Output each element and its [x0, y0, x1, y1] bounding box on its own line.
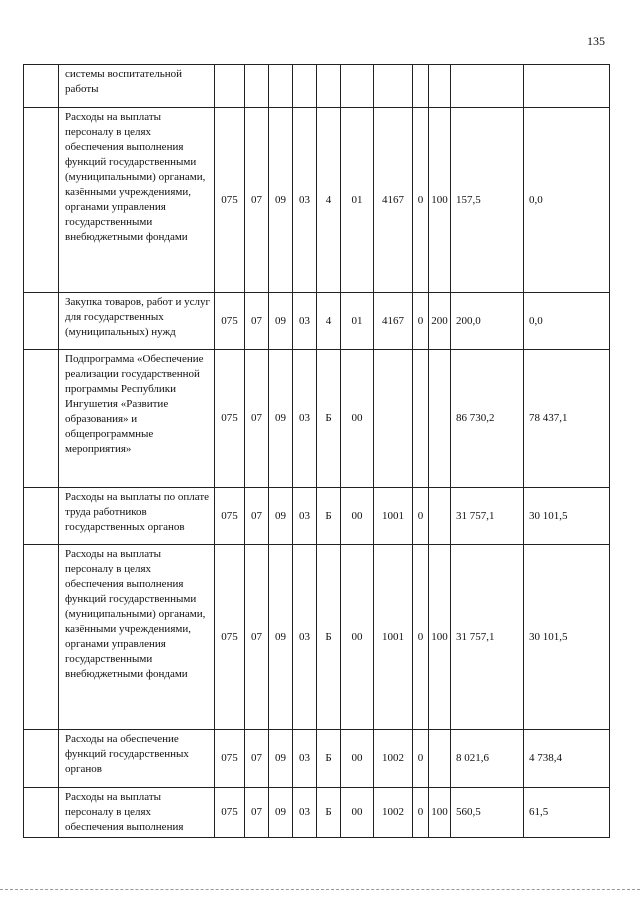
- event-cell: 00: [341, 545, 374, 730]
- section-cell: 07: [245, 108, 269, 293]
- direction-cell: 1001: [374, 488, 413, 545]
- item-name-cell: [59, 350, 215, 488]
- amount-executed-cell: 61,5: [524, 788, 610, 838]
- item-name-cell: [59, 730, 215, 788]
- amount-approved-cell: 86 730,2: [451, 350, 524, 488]
- expense-type-cell: [429, 730, 451, 788]
- subsection-cell: 09: [269, 788, 293, 838]
- subprogram-cell: Б: [317, 545, 341, 730]
- table-row: [24, 108, 610, 293]
- code-cell: [215, 65, 245, 108]
- direction-cell: [374, 350, 413, 488]
- row-number-cell: [24, 350, 59, 488]
- item-name-cell: [59, 108, 215, 293]
- code-cell: 075: [215, 293, 245, 350]
- row-number-cell: [24, 293, 59, 350]
- item-name: Расходы на выплаты персоналу в целях обеспечения выполнения: [65, 791, 184, 833]
- amount-approved-cell: [451, 65, 524, 108]
- section-cell: 07: [245, 545, 269, 730]
- direction-cell: 4167: [374, 108, 413, 293]
- code-cell: 075: [215, 545, 245, 730]
- expense-type-cell: 100: [429, 108, 451, 293]
- event-cell: 00: [341, 488, 374, 545]
- code-cell: 075: [215, 108, 245, 293]
- expense-type-cell: 200: [429, 293, 451, 350]
- section-cell: 07: [245, 730, 269, 788]
- direction-cell: [374, 65, 413, 108]
- item-name-cell: [59, 65, 215, 108]
- item-name: Подпрограмма «Обеспечение реализации государственной программы Республики Ингушетия «Развитие образования» и общепрограммные мероприятия»: [65, 353, 204, 455]
- amount-approved-cell: 200,0: [451, 293, 524, 350]
- section-cell: 07: [245, 293, 269, 350]
- code-cell: 075: [215, 350, 245, 488]
- expense-type-cell: 100: [429, 788, 451, 838]
- item-name-cell: [59, 488, 215, 545]
- expense-type-cell: 100: [429, 545, 451, 730]
- row-number-cell: [24, 488, 59, 545]
- amount-approved-cell: 157,5: [451, 108, 524, 293]
- row-number-cell: [24, 108, 59, 293]
- program-cell: 03: [293, 488, 317, 545]
- sub-direction-cell: 0: [413, 488, 429, 545]
- amount-executed-cell: 4 738,4: [524, 730, 610, 788]
- amount-approved-cell: 8 021,6: [451, 730, 524, 788]
- item-name-cell: [59, 293, 215, 350]
- table-row: [24, 545, 610, 730]
- amount-approved-cell: 31 757,1: [451, 488, 524, 545]
- item-name: Расходы на обеспечение функций государственных органов: [65, 733, 189, 775]
- subprogram-cell: 4: [317, 108, 341, 293]
- sub-direction-cell: [413, 65, 429, 108]
- sub-direction-cell: [413, 350, 429, 488]
- amount-executed-cell: 30 101,5: [524, 545, 610, 730]
- amount-executed-cell: 30 101,5: [524, 488, 610, 545]
- code-cell: 075: [215, 730, 245, 788]
- section-cell: 07: [245, 350, 269, 488]
- subsection-cell: 09: [269, 293, 293, 350]
- subsection-cell: 09: [269, 545, 293, 730]
- subsection-cell: 09: [269, 350, 293, 488]
- amount-executed-cell: [524, 65, 610, 108]
- code-cell: 075: [215, 488, 245, 545]
- row-number-cell: [24, 788, 59, 838]
- item-name: Расходы на выплаты персоналу в целях обеспечения выполнения функций государственными (муниципальными) органами, казёнными учреждениями, органами управления государственными внебюджетными фондами: [65, 548, 206, 680]
- item-name-cell: [59, 545, 215, 730]
- subprogram-cell: 4: [317, 293, 341, 350]
- subprogram-cell: Б: [317, 788, 341, 838]
- sub-direction-cell: 0: [413, 545, 429, 730]
- program-cell: [293, 65, 317, 108]
- sub-direction-cell: 0: [413, 108, 429, 293]
- direction-cell: 1001: [374, 545, 413, 730]
- event-cell: 01: [341, 293, 374, 350]
- subsection-cell: 09: [269, 488, 293, 545]
- subsection-cell: 09: [269, 108, 293, 293]
- row-number-cell: [24, 730, 59, 788]
- program-cell: 03: [293, 730, 317, 788]
- section-cell: [245, 65, 269, 108]
- subprogram-cell: Б: [317, 730, 341, 788]
- item-name: Расходы на выплаты персоналу в целях обеспечения выполнения функций государственными (муниципальными) органами, казёнными учреждениями, органами управления государственными внебюджетными фондами: [65, 111, 206, 243]
- budget-table: [23, 64, 610, 838]
- item-name: системы воспитательной работы: [65, 68, 182, 95]
- item-name: Расходы на выплаты по оплате труда работников государственных органов: [65, 491, 210, 533]
- program-cell: 03: [293, 108, 317, 293]
- table-row: [24, 488, 610, 545]
- sub-direction-cell: 0: [413, 788, 429, 838]
- event-cell: 00: [341, 788, 374, 838]
- subsection-cell: 09: [269, 730, 293, 788]
- direction-cell: 1002: [374, 788, 413, 838]
- subsection-cell: [269, 65, 293, 108]
- program-cell: 03: [293, 350, 317, 488]
- event-cell: 01: [341, 108, 374, 293]
- program-cell: 03: [293, 293, 317, 350]
- event-cell: 00: [341, 730, 374, 788]
- direction-cell: 4167: [374, 293, 413, 350]
- event-cell: 00: [341, 350, 374, 488]
- row-number-cell: [24, 65, 59, 108]
- section-cell: 07: [245, 788, 269, 838]
- item-name-cell: [59, 788, 215, 838]
- subprogram-cell: Б: [317, 350, 341, 488]
- expense-type-cell: [429, 65, 451, 108]
- code-cell: 075: [215, 788, 245, 838]
- table-row: [24, 730, 610, 788]
- expense-type-cell: [429, 488, 451, 545]
- program-cell: 03: [293, 545, 317, 730]
- subprogram-cell: Б: [317, 488, 341, 545]
- program-cell: 03: [293, 788, 317, 838]
- table-row: [24, 65, 610, 108]
- amount-approved-cell: 560,5: [451, 788, 524, 838]
- amount-executed-cell: 78 437,1: [524, 350, 610, 488]
- table-row: [24, 293, 610, 350]
- section-cell: 07: [245, 488, 269, 545]
- row-number-cell: [24, 545, 59, 730]
- amount-executed-cell: 0,0: [524, 108, 610, 293]
- item-name: Закупка товаров, работ и услуг для государственных (муниципальных) нужд: [65, 296, 210, 338]
- sub-direction-cell: 0: [413, 293, 429, 350]
- subprogram-cell: [317, 65, 341, 108]
- table-row: [24, 350, 610, 488]
- bottom-divider: [0, 889, 640, 890]
- amount-approved-cell: 31 757,1: [451, 545, 524, 730]
- event-cell: [341, 65, 374, 108]
- sub-direction-cell: 0: [413, 730, 429, 788]
- table-row: [24, 788, 610, 838]
- direction-cell: 1002: [374, 730, 413, 788]
- expense-type-cell: [429, 350, 451, 488]
- amount-executed-cell: 0,0: [524, 293, 610, 350]
- page-number: 135: [587, 34, 605, 48]
